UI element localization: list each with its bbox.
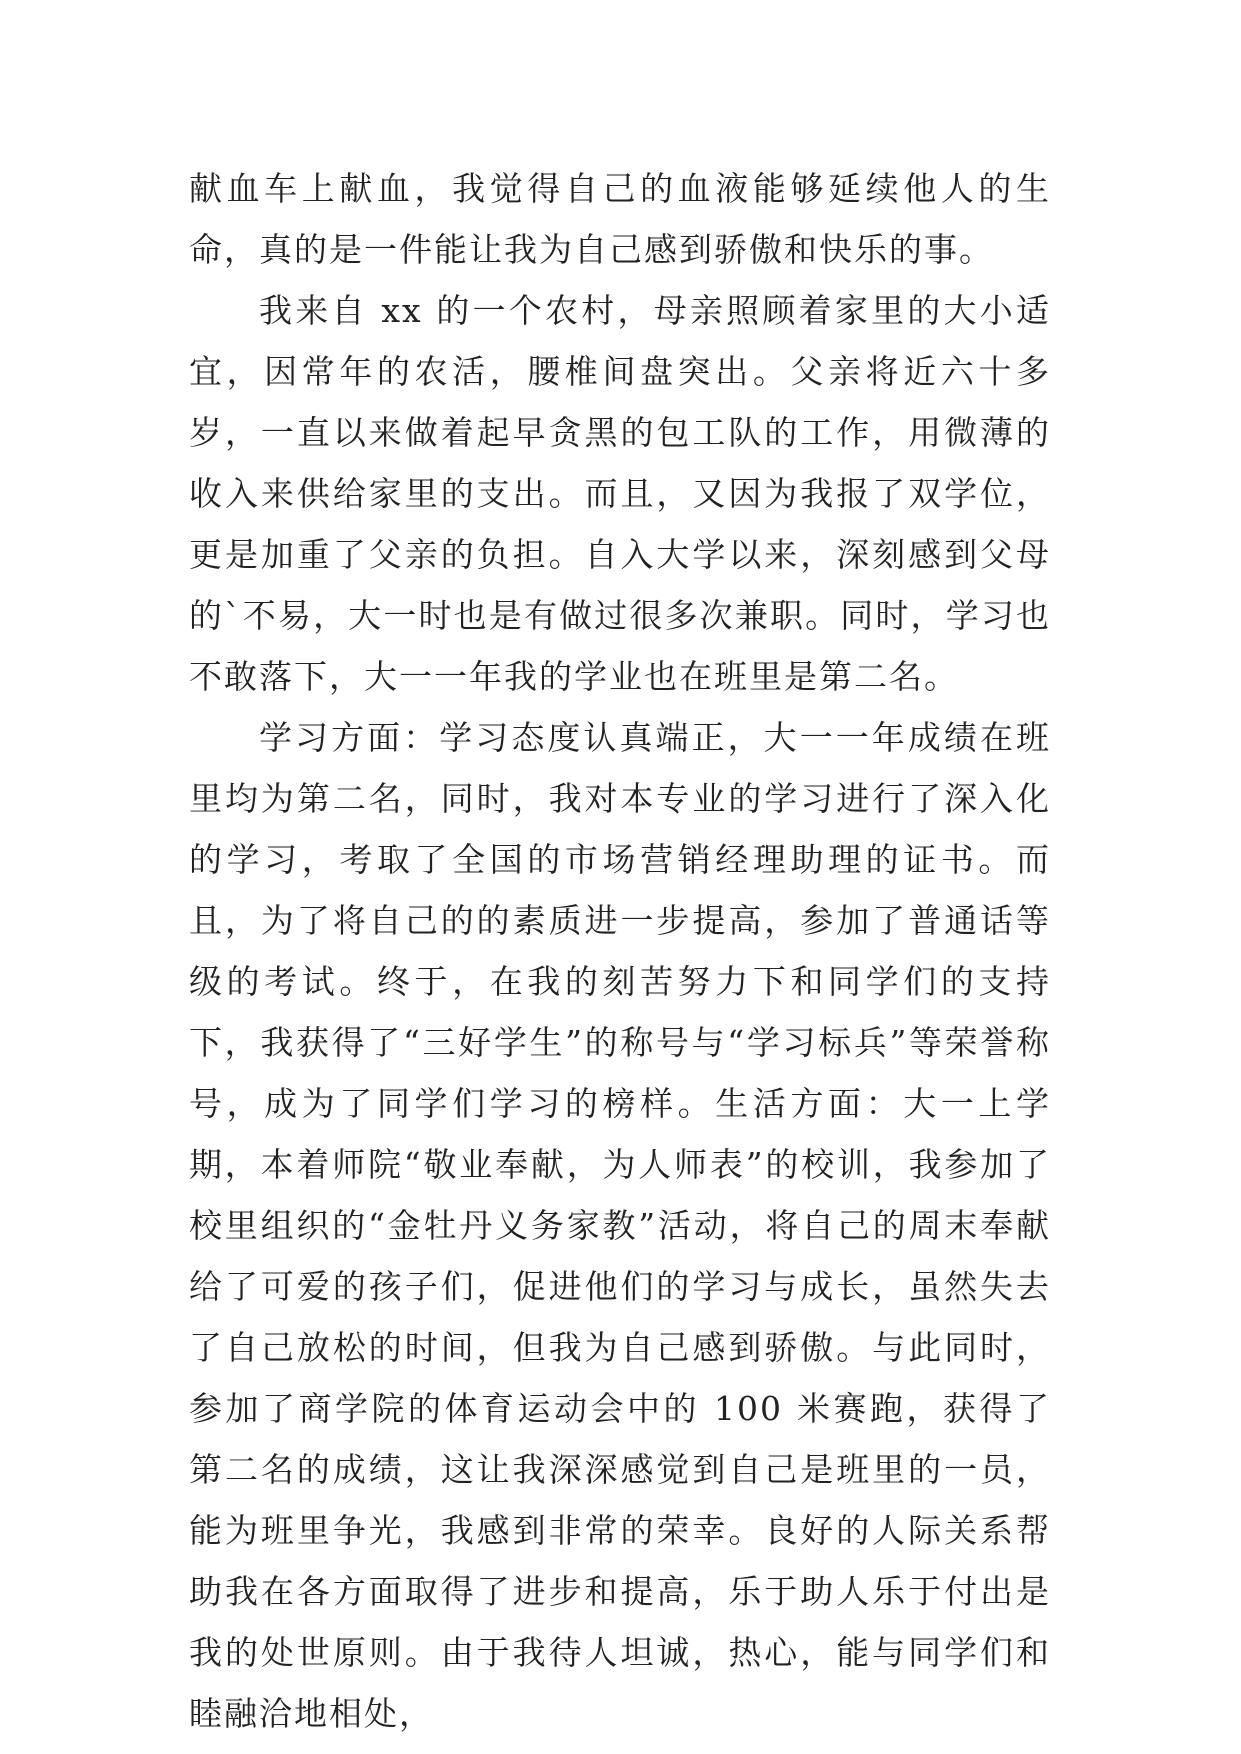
body-text [189, 158, 1051, 1744]
paragraph-study-and-life: 学习方面：学习态度认真端正，大一一年成绩在班里均为第二名，同时，我对本专业的学习进行了深入化的学习，考取了全国的市场营销经理助理的证书。而且，为了将自己的的素质进一步提高，参加了普通话等级的考试。终于，在我的刻苦努力下和同学们的支持下，我获得了“三好学生”的称号与“学习标兵”等荣誉称号，成为了同学们学习的榜样。生活方面：大一上学期，本着师院“敬业奉献，为人师表”的校训，我参加了校里组织的“金牡丹义务家教”活动，将自己的周末奉献给了可爱的孩子们，促进他们的学习与成长，虽然失去了自己放松的时间，但我为自己感到骄傲。与此同时，参加了商学院的体育运动会中的 100 米赛跑，获得了第二名的成绩，这让我深深感觉到自己是班里的一员，能为班里争光，我感到非常的荣幸。良好的人际关系帮助我在各方面取得了进步和提高，乐于助人乐于付出是我的处世原则。由于我待人坦诚，热心，能与同学们和睦融洽地相处， [189, 718, 1051, 1733]
paragraph-family-background: 我来自 xx 的一个农村，母亲照顾着家里的大小适宜，因常年的农活，腰椎间盘突出。父亲将近六十多岁，一直以来做着起早贪黑的包工队的工作，用微薄的收入来供给家里的支出。而且，又因为我报了双学位，更是加重了父亲的负担。自入大学以来，深刻感到父母的`不易，大一时也是有做过很多次兼职。同时，学习也不敢落下，大一一年我的学业也在班里是第二名。 [189, 291, 1051, 696]
paragraph-continued: 献血车上献血，我觉得自己的血液能够延续他人的生命，真的是一件能让我为自己感到骄傲和快乐的事。 [189, 169, 1051, 269]
